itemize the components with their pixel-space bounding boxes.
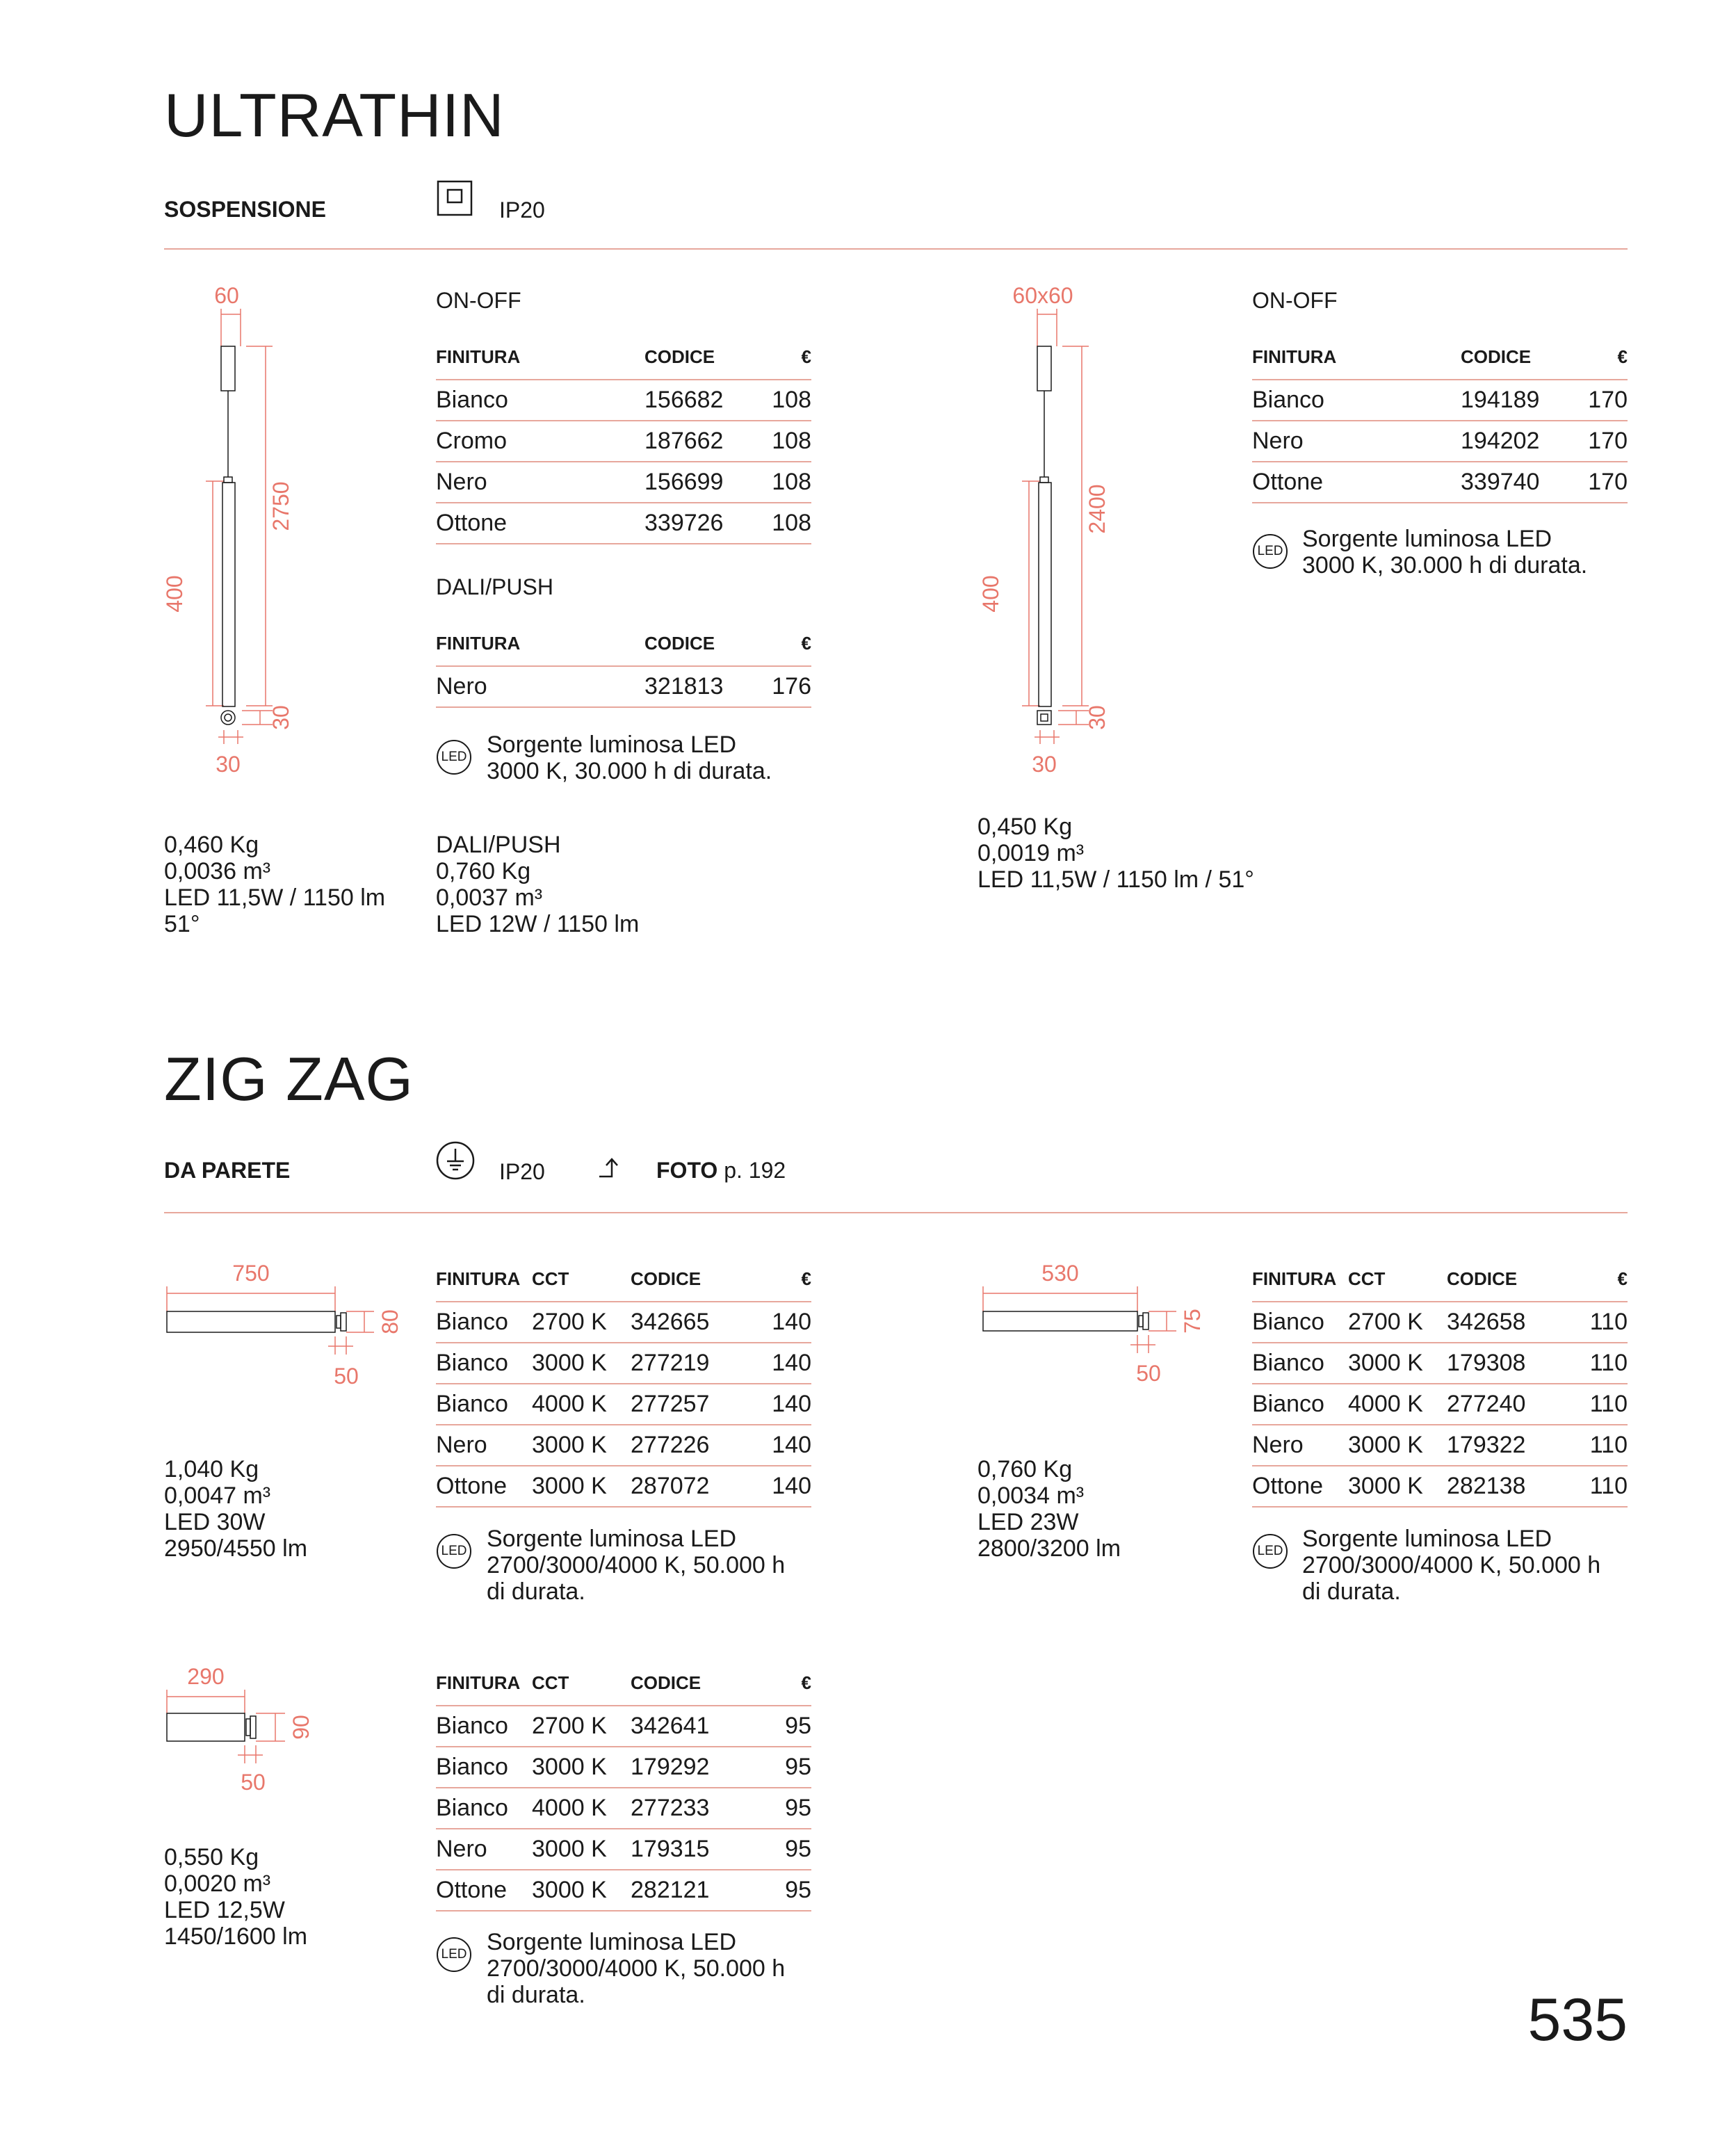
- photo-page: p. 192: [724, 1158, 786, 1183]
- page-number: 535: [1527, 1987, 1628, 2053]
- cell: 179315: [631, 1829, 763, 1870]
- col-header: FINITURA: [436, 633, 644, 666]
- cell: 156682: [644, 380, 756, 421]
- spec-volume: 0,0036 m³: [164, 858, 271, 884]
- led-icon: LED: [437, 740, 471, 775]
- table-row: [1252, 462, 1628, 503]
- cell: 140: [763, 1384, 811, 1425]
- dim-depth: 50: [1136, 1361, 1161, 1386]
- cell: 170: [1572, 462, 1628, 503]
- cell: 4000 K: [532, 1788, 631, 1829]
- cell: 342641: [631, 1706, 763, 1747]
- led-note-line: 3000 K, 30.000 h di durata.: [487, 758, 772, 784]
- cell: 3000 K: [1348, 1343, 1447, 1384]
- table-row: [436, 1870, 811, 1911]
- cell: Ottone: [1252, 1466, 1348, 1507]
- cell: Ottone: [436, 1466, 532, 1507]
- cell: 95: [763, 1788, 811, 1829]
- col-header: CCT: [532, 1672, 631, 1706]
- zigzag-750-specs: [164, 1456, 307, 1562]
- col-header: €: [1572, 346, 1628, 380]
- dim-depth: 50: [334, 1364, 359, 1389]
- col-header: FINITURA: [1252, 1268, 1348, 1302]
- dim-length: 750: [232, 1261, 270, 1286]
- cell: Ottone: [1252, 462, 1461, 503]
- spec-led: LED 12,5W: [164, 1897, 285, 1923]
- cell: 339726: [644, 503, 756, 544]
- cell: Bianco: [1252, 1302, 1348, 1343]
- led-note: [487, 1526, 785, 1605]
- photo-label: FOTO: [656, 1158, 718, 1183]
- cell: 95: [763, 1747, 811, 1788]
- zigzag-530-specs: [977, 1456, 1121, 1562]
- cell: 179322: [1447, 1425, 1579, 1466]
- cell: 95: [763, 1829, 811, 1870]
- table-row: [436, 1425, 811, 1466]
- led-icon: LED: [437, 1534, 471, 1569]
- ultrathin-left-dali-table: [436, 633, 811, 708]
- cell: 3000 K: [532, 1829, 631, 1870]
- dim-top: 60x60: [1012, 285, 1073, 308]
- dim-side: 30: [268, 705, 293, 730]
- spec-volume: 0,0034 m³: [977, 1482, 1085, 1509]
- dali-label: DALI/PUSH: [436, 574, 553, 599]
- led-note: [1302, 1526, 1600, 1605]
- cell: 342665: [631, 1302, 763, 1343]
- led-icon: LED: [1253, 1534, 1288, 1569]
- cell: Ottone: [436, 503, 644, 544]
- spec-weight: 0,760 Kg: [977, 1456, 1073, 1482]
- cell: 179308: [1447, 1343, 1579, 1384]
- cell: 170: [1572, 380, 1628, 421]
- cell: 187662: [644, 421, 756, 462]
- led-note-line: 2700/3000/4000 K, 50.000 h: [1302, 1552, 1601, 1578]
- cell: 282121: [631, 1870, 763, 1911]
- spec-led: LED 23W: [977, 1509, 1079, 1535]
- led-note-line: Sorgente luminosa LED: [487, 732, 737, 758]
- cell: 339740: [1461, 462, 1572, 503]
- col-header: CODICE: [631, 1268, 763, 1302]
- led-note-line: di durata.: [487, 1578, 585, 1605]
- cell: Bianco: [436, 1343, 532, 1384]
- dim-total: 2750: [268, 481, 293, 531]
- dim-length: 290: [187, 1664, 225, 1689]
- cell: 108: [756, 462, 811, 503]
- cell: Nero: [1252, 421, 1461, 462]
- spec-angle: 51°: [164, 911, 200, 937]
- ceiling-mount-icon: [437, 180, 473, 216]
- cell: 140: [763, 1343, 811, 1384]
- spec-volume: 0,0020 m³: [164, 1870, 271, 1897]
- cell: 321813: [644, 666, 756, 707]
- zigzag-750-table: [436, 1268, 811, 1508]
- photo-arrow-icon[interactable]: [598, 1156, 626, 1181]
- ip-rating: IP20: [499, 197, 545, 223]
- cell: Nero: [436, 462, 644, 503]
- spec-weight: 0,760 Kg: [436, 858, 531, 884]
- ultrathin-dali-specs: [436, 832, 639, 937]
- table-row: [436, 1829, 811, 1870]
- spec-volume: 0,0019 m³: [977, 840, 1085, 866]
- cell: 156699: [644, 462, 756, 503]
- dim-total: 2400: [1085, 484, 1110, 534]
- cell: Bianco: [1252, 380, 1461, 421]
- zigzag-290-table: [436, 1672, 811, 1911]
- col-header: €: [756, 346, 811, 380]
- category-label-da-parete: DA PARETE: [164, 1158, 291, 1183]
- dim-bottom: 30: [1032, 752, 1057, 777]
- ultrathin-right-onoff-table: [1252, 346, 1628, 503]
- cell: 95: [763, 1870, 811, 1911]
- spec-led: LED 11,5W / 1150 lm / 51°: [977, 866, 1254, 893]
- led-note-line: Sorgente luminosa LED: [1302, 526, 1552, 552]
- led-icon: LED: [1253, 534, 1288, 569]
- dim-side: 30: [1085, 705, 1110, 730]
- cell: 342658: [1447, 1302, 1579, 1343]
- spec-led: LED 12W / 1150 lm: [436, 911, 640, 937]
- spec-weight: 1,040 Kg: [164, 1456, 259, 1482]
- dim-body: 400: [978, 575, 1003, 613]
- cell: 110: [1579, 1343, 1628, 1384]
- table-row: [1252, 1343, 1628, 1384]
- col-header: FINITURA: [436, 1672, 532, 1706]
- table-row: [1252, 1466, 1628, 1507]
- led-note-line: di durata.: [1302, 1578, 1401, 1605]
- cell: 110: [1579, 1466, 1628, 1507]
- cell: 2700 K: [532, 1302, 631, 1343]
- cell: Ottone: [436, 1870, 532, 1911]
- cell: 3000 K: [532, 1425, 631, 1466]
- spec-weight: 0,550 Kg: [164, 1844, 259, 1870]
- section-title-ultrathin: ULTRATHIN: [164, 81, 505, 149]
- cell: 287072: [631, 1466, 763, 1507]
- table-row: [436, 666, 811, 707]
- cell: 277226: [631, 1425, 763, 1466]
- col-header: FINITURA: [1252, 346, 1461, 380]
- ip-rating: IP20: [499, 1159, 545, 1184]
- spec-volume: 0,0047 m³: [164, 1482, 271, 1509]
- table-row: [436, 1302, 811, 1343]
- cell: Bianco: [436, 1302, 532, 1343]
- col-header: €: [1579, 1268, 1628, 1302]
- spec-led: LED 11,5W / 1150 lm: [164, 884, 386, 911]
- cell: Bianco: [1252, 1384, 1348, 1425]
- led-note-line: 2700/3000/4000 K, 50.000 h: [487, 1955, 786, 1982]
- section-divider: [164, 248, 1628, 250]
- table-row: [436, 1343, 811, 1384]
- cell: 4000 K: [532, 1384, 631, 1425]
- col-header: €: [756, 633, 811, 666]
- cell: 194189: [1461, 380, 1572, 421]
- spec-lumen: 2950/4550 lm: [164, 1535, 308, 1562]
- onoff-label: ON-OFF: [436, 288, 521, 313]
- cell: 176: [756, 666, 811, 707]
- cell: 277240: [1447, 1384, 1579, 1425]
- cell: 3000 K: [532, 1747, 631, 1788]
- table-row: [1252, 421, 1628, 462]
- table-row: [436, 1706, 811, 1747]
- col-header: CODICE: [631, 1672, 763, 1706]
- led-note-line: Sorgente luminosa LED: [487, 1929, 737, 1955]
- col-header: CODICE: [1447, 1268, 1579, 1302]
- col-header: €: [763, 1672, 811, 1706]
- ultrathin-right-specs: [977, 814, 1254, 893]
- cell: 2700 K: [532, 1706, 631, 1747]
- zigzag-290-specs: [164, 1844, 307, 1950]
- dim-depth: 50: [241, 1770, 266, 1794]
- table-row: [436, 1384, 811, 1425]
- section-title-zigzag: ZIG ZAG: [164, 1044, 414, 1113]
- led-note: [487, 732, 772, 784]
- table-row: [436, 503, 811, 544]
- cell: 277257: [631, 1384, 763, 1425]
- zigzag-530-drawing: [968, 1252, 1232, 1391]
- col-header: CODICE: [644, 633, 756, 666]
- led-note-line: 2700/3000/4000 K, 50.000 h: [487, 1552, 786, 1578]
- table-row: [1252, 1425, 1628, 1466]
- cell: 2700 K: [1348, 1302, 1447, 1343]
- dim-top: 60: [214, 285, 239, 308]
- cell: Bianco: [1252, 1343, 1348, 1384]
- cell: 3000 K: [532, 1466, 631, 1507]
- col-header: CODICE: [644, 346, 756, 380]
- dim-height: 90: [289, 1715, 314, 1740]
- dim-length: 530: [1041, 1261, 1079, 1286]
- table-row: [436, 462, 811, 503]
- cell: 3000 K: [1348, 1466, 1447, 1507]
- ultrathin-technical-drawing: [146, 285, 306, 793]
- ultrathin-square-technical-drawing: [962, 285, 1136, 793]
- cell: 110: [1579, 1384, 1628, 1425]
- cell: Cromo: [436, 421, 644, 462]
- led-icon: LED: [437, 1937, 471, 1972]
- spec-volume: 0,0037 m³: [436, 884, 543, 911]
- col-header: FINITURA: [436, 1268, 532, 1302]
- table-row: [436, 1466, 811, 1507]
- col-header: CCT: [532, 1268, 631, 1302]
- cell: 95: [763, 1706, 811, 1747]
- cell: Nero: [436, 1829, 532, 1870]
- led-note: [487, 1929, 785, 2008]
- dim-bottom: 30: [216, 752, 241, 777]
- dim-height: 75: [1180, 1309, 1205, 1334]
- table-row: [436, 421, 811, 462]
- category-label-sospensione: SOSPENSIONE: [164, 197, 326, 222]
- dim-body: 400: [162, 575, 187, 613]
- cell: 277219: [631, 1343, 763, 1384]
- led-note-line: Sorgente luminosa LED: [1302, 1526, 1552, 1552]
- cell: 3000 K: [532, 1343, 631, 1384]
- cell: 3000 K: [1348, 1425, 1447, 1466]
- cell: 170: [1572, 421, 1628, 462]
- cell: Bianco: [436, 1788, 532, 1829]
- cell: 110: [1579, 1425, 1628, 1466]
- table-row: [1252, 1384, 1628, 1425]
- spec-led: LED 30W: [164, 1509, 266, 1535]
- cell: 3000 K: [532, 1870, 631, 1911]
- cell: 108: [756, 380, 811, 421]
- cell: Bianco: [436, 1747, 532, 1788]
- onoff-label: ON-OFF: [1252, 288, 1338, 313]
- table-row: [436, 1747, 811, 1788]
- spec-weight: 0,450 Kg: [977, 814, 1073, 840]
- led-note-line: Sorgente luminosa LED: [487, 1526, 737, 1552]
- table-row: [1252, 380, 1628, 421]
- spec-lumen: 2800/3200 lm: [977, 1535, 1121, 1562]
- table-row: [436, 380, 811, 421]
- led-note: [1302, 526, 1587, 579]
- spec-weight: 0,460 Kg: [164, 832, 259, 858]
- col-header: €: [763, 1268, 811, 1302]
- table-row: [1252, 1302, 1628, 1343]
- zigzag-290-drawing: [153, 1655, 327, 1794]
- cell: Nero: [436, 666, 644, 707]
- cell: Nero: [436, 1425, 532, 1466]
- cell: 282138: [1447, 1466, 1579, 1507]
- cell: Nero: [1252, 1425, 1348, 1466]
- cell: Bianco: [436, 380, 644, 421]
- cell: 108: [756, 503, 811, 544]
- spec-line: DALI/PUSH: [436, 832, 561, 858]
- cell: 277233: [631, 1788, 763, 1829]
- cell: Bianco: [436, 1706, 532, 1747]
- col-header: CODICE: [1461, 346, 1572, 380]
- cell: Bianco: [436, 1384, 532, 1425]
- dim-height: 80: [378, 1309, 403, 1334]
- col-header: CCT: [1348, 1268, 1447, 1302]
- spec-lumen: 1450/1600 lm: [164, 1923, 308, 1950]
- photo-reference[interactable]: [656, 1158, 786, 1183]
- wall-mount-icon: [435, 1140, 476, 1181]
- cell: 110: [1579, 1302, 1628, 1343]
- cell: 140: [763, 1425, 811, 1466]
- col-header: FINITURA: [436, 346, 644, 380]
- led-note-line: di durata.: [487, 1982, 585, 2008]
- cell: 179292: [631, 1747, 763, 1788]
- cell: 140: [763, 1302, 811, 1343]
- cell: 194202: [1461, 421, 1572, 462]
- table-row: [436, 1788, 811, 1829]
- section-divider: [164, 1212, 1628, 1213]
- cell: 4000 K: [1348, 1384, 1447, 1425]
- ultrathin-left-specs: [164, 832, 385, 937]
- cell: 140: [763, 1466, 811, 1507]
- cell: 108: [756, 421, 811, 462]
- ultrathin-left-onoff-table: [436, 346, 811, 544]
- zigzag-750-drawing: [153, 1252, 417, 1391]
- zigzag-530-table: [1252, 1268, 1628, 1508]
- led-note-line: 3000 K, 30.000 h di durata.: [1302, 552, 1588, 579]
